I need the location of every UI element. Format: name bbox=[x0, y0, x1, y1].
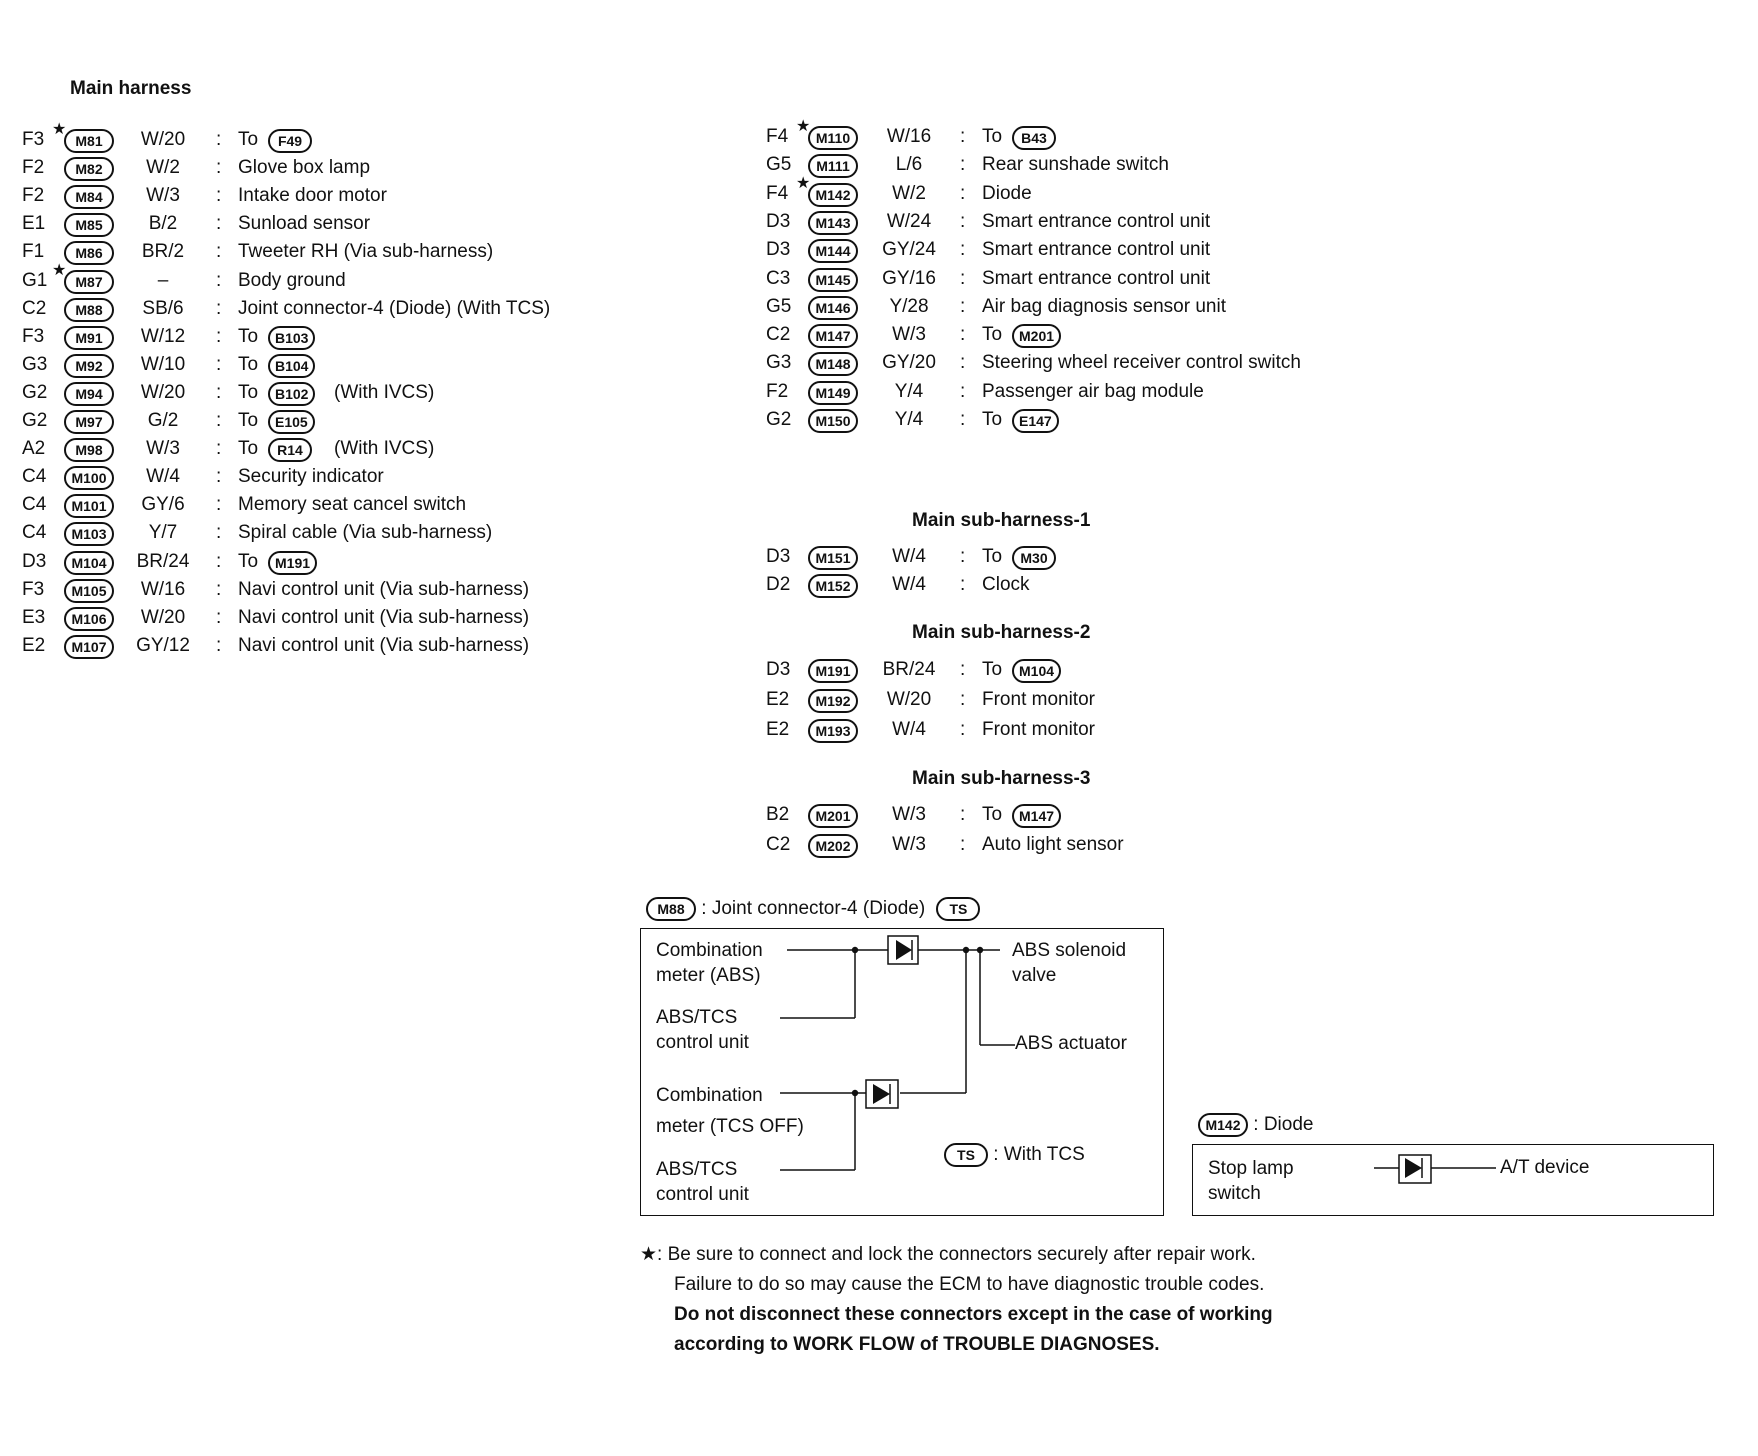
wire-spec: W/20 bbox=[886, 689, 932, 710]
separator: : bbox=[960, 239, 966, 261]
destination-connector-badge: M201 bbox=[1012, 324, 1061, 348]
separator: : bbox=[216, 466, 222, 488]
destination-connector-badge: M104 bbox=[1012, 659, 1061, 683]
grid-location: E2 bbox=[22, 634, 46, 656]
grid-location: F3 bbox=[22, 129, 45, 150]
destination: To bbox=[238, 381, 259, 403]
connector-badge: M192 bbox=[808, 689, 858, 713]
grid-location: C2 bbox=[22, 297, 47, 319]
destination-connector-badge: F49 bbox=[268, 129, 312, 153]
wire-spec: G/2 bbox=[147, 410, 179, 431]
destination: Smart entrance control unit bbox=[982, 267, 1211, 289]
wire-spec: GY/6 bbox=[141, 494, 185, 516]
destination: Joint connector-4 (Diode) (With TCS) bbox=[238, 297, 551, 319]
sub-harness-2-title: Main sub-harness-2 bbox=[912, 622, 1091, 643]
wire-spec: – bbox=[157, 269, 169, 291]
diagram2-caption-text: : Diode bbox=[1253, 1114, 1314, 1135]
diode-diagram-caption bbox=[1198, 1112, 1313, 1138]
destination: To bbox=[238, 129, 259, 150]
connector-badge: M85 bbox=[64, 213, 114, 237]
wire-spec: W/3 bbox=[892, 804, 926, 825]
grid-location: E1 bbox=[22, 213, 46, 235]
destination: To bbox=[982, 324, 1003, 346]
abs-tcs-control-unit-2-label: ABS/TCS control unit bbox=[656, 1159, 749, 1205]
connector-badge: M150 bbox=[808, 409, 858, 433]
destination: Body ground bbox=[238, 269, 346, 291]
grid-location: F2 bbox=[22, 185, 45, 207]
destination-note: (With IVCS) bbox=[334, 381, 435, 403]
destination-connector-badge: B43 bbox=[1012, 126, 1056, 150]
wire-spec: Y/7 bbox=[148, 522, 178, 544]
star-icon: ★ bbox=[796, 174, 811, 192]
star-icon: ★ bbox=[640, 1244, 658, 1265]
separator: : bbox=[216, 157, 222, 179]
destination: Air bag diagnosis sensor unit bbox=[982, 295, 1226, 317]
destination: Tweeter RH (Via sub-harness) bbox=[238, 241, 494, 263]
wire-spec: Y/28 bbox=[889, 295, 929, 317]
destination: Passenger air bag module bbox=[982, 380, 1204, 402]
destination: To bbox=[238, 410, 259, 431]
legend-ts-badge: TS bbox=[944, 1143, 988, 1167]
destination: Diode bbox=[982, 182, 1032, 204]
separator: : bbox=[960, 352, 966, 374]
grid-location: E2 bbox=[766, 719, 790, 740]
grid-location: C4 bbox=[22, 494, 47, 516]
grid-location: D3 bbox=[766, 210, 791, 232]
grid-location: E3 bbox=[22, 606, 46, 628]
separator: : bbox=[216, 606, 222, 628]
wire-spec: Y/4 bbox=[894, 380, 924, 402]
connector-badge: M149 bbox=[808, 381, 858, 405]
wire-spec: BR/24 bbox=[136, 550, 190, 572]
connector-badge: M193 bbox=[808, 719, 858, 743]
destination: To bbox=[982, 126, 1003, 147]
grid-location: G3 bbox=[766, 352, 792, 374]
wire-spec: W/3 bbox=[146, 185, 180, 207]
connector-badge: M148 bbox=[808, 352, 858, 376]
connector-badge: M101 bbox=[64, 494, 114, 518]
connector-badge: M82 bbox=[64, 157, 114, 181]
wire-spec: W/20 bbox=[140, 129, 186, 150]
destination: Memory seat cancel switch bbox=[238, 494, 467, 516]
separator: : bbox=[960, 804, 966, 825]
grid-location: C4 bbox=[22, 466, 47, 488]
destination: To bbox=[982, 659, 1003, 680]
connector-badge: M151 bbox=[808, 546, 858, 570]
wire-spec: SB/6 bbox=[142, 297, 184, 319]
connector-badge: M81 bbox=[64, 129, 114, 153]
grid-location: F3 bbox=[22, 578, 45, 600]
separator: : bbox=[960, 267, 966, 289]
separator: : bbox=[960, 719, 966, 740]
wire-spec: BR/2 bbox=[141, 241, 185, 263]
separator: : bbox=[216, 381, 222, 403]
grid-location: G2 bbox=[766, 409, 792, 430]
destination-connector-badge: B104 bbox=[268, 354, 315, 378]
separator: : bbox=[960, 659, 966, 680]
connector-badge: M110 bbox=[808, 126, 858, 150]
destination: Front monitor bbox=[982, 719, 1095, 740]
connector-badge: M97 bbox=[64, 410, 114, 434]
destination: Navi control unit (Via sub-harness) bbox=[238, 606, 530, 628]
connector-badge: M87 bbox=[64, 270, 114, 294]
wire-spec: W/16 bbox=[140, 578, 186, 600]
destination-note: (With IVCS) bbox=[334, 438, 435, 460]
grid-location: F4 bbox=[766, 182, 789, 204]
wire-spec: W/4 bbox=[892, 574, 926, 595]
wire-spec: Y/4 bbox=[894, 409, 924, 430]
grid-location: F1 bbox=[22, 241, 45, 263]
with-tcs-legend bbox=[944, 1142, 1085, 1168]
connector-badge: M103 bbox=[64, 522, 114, 546]
wire-spec: W/24 bbox=[886, 210, 932, 232]
destination: Security indicator bbox=[238, 466, 384, 488]
legend-text: : With TCS bbox=[993, 1144, 1085, 1165]
separator: : bbox=[960, 126, 966, 147]
connector-badge: M94 bbox=[64, 382, 114, 406]
destination: Spiral cable (Via sub-harness) bbox=[238, 522, 493, 544]
destination: Smart entrance control unit bbox=[982, 210, 1211, 232]
at-device-label: A/T device bbox=[1500, 1157, 1590, 1178]
wire-spec: W/10 bbox=[140, 353, 186, 375]
destination: To bbox=[238, 550, 259, 572]
destination: To bbox=[982, 804, 1003, 825]
destination: Steering wheel receiver control switch bbox=[982, 352, 1301, 374]
wire-spec: GY/24 bbox=[882, 239, 936, 261]
combination-meter-abs-label: Combination meter (ABS) bbox=[656, 940, 763, 986]
grid-location: G1 bbox=[22, 269, 48, 291]
connector-badge: M100 bbox=[64, 466, 114, 490]
destination-connector-badge: E147 bbox=[1012, 409, 1059, 433]
connector-badge: M146 bbox=[808, 296, 858, 320]
grid-location: D3 bbox=[766, 546, 791, 567]
destination: Front monitor bbox=[982, 689, 1095, 710]
diagram1-ts-badge: TS bbox=[936, 897, 980, 921]
connector-badge: M191 bbox=[808, 659, 858, 683]
wire-spec: W/4 bbox=[146, 466, 180, 488]
grid-location: C2 bbox=[766, 324, 791, 346]
separator: : bbox=[216, 578, 222, 600]
grid-location: B2 bbox=[766, 804, 790, 825]
grid-location: F4 bbox=[766, 126, 789, 147]
separator: : bbox=[960, 546, 966, 567]
grid-location: F2 bbox=[22, 157, 45, 179]
connector-badge: M106 bbox=[64, 607, 114, 631]
destination: Glove box lamp bbox=[238, 157, 371, 179]
connector-badge: M144 bbox=[808, 239, 858, 263]
destination-connector-badge: R14 bbox=[268, 438, 312, 462]
star-icon: ★ bbox=[52, 261, 67, 279]
destination: Clock bbox=[982, 574, 1030, 595]
separator: : bbox=[960, 154, 966, 176]
separator: : bbox=[216, 634, 222, 656]
sub-harness-1-title: Main sub-harness-1 bbox=[912, 510, 1091, 531]
separator: : bbox=[216, 550, 222, 572]
connector-badge: M143 bbox=[808, 211, 858, 235]
caution-note: ★: Be sure to connect and lock the connectors securely after repair work. Failure to do so may cause the ECM to have diagnostic trouble codes. Do not disconnect these connectors except in the case of working according to WORK FLOW of TROUBLE DIAGNOSES. bbox=[640, 1244, 1273, 1355]
destination: To bbox=[982, 546, 1003, 567]
destination: To bbox=[982, 409, 1003, 430]
stop-lamp-switch-label: Stop lamp switch bbox=[1208, 1158, 1294, 1204]
connector-badge: M92 bbox=[64, 354, 114, 378]
destination-connector-badge: M147 bbox=[1012, 804, 1061, 828]
destination: Rear sunshade switch bbox=[982, 154, 1169, 176]
connector-badge: M104 bbox=[64, 551, 114, 575]
wire-spec: W/2 bbox=[892, 182, 926, 204]
destination: Navi control unit (Via sub-harness) bbox=[238, 634, 530, 656]
grid-location: A2 bbox=[22, 438, 46, 460]
destination-connector-badge: B102 bbox=[268, 382, 315, 406]
diagram1-connector-badge: M88 bbox=[646, 897, 696, 921]
separator: : bbox=[960, 324, 966, 346]
wire-spec: W/4 bbox=[892, 719, 926, 740]
abs-tcs-control-unit-label: ABS/TCS control unit bbox=[656, 1007, 749, 1053]
grid-location: G5 bbox=[766, 154, 792, 176]
grid-location: D3 bbox=[766, 239, 791, 261]
wire-spec: L/6 bbox=[895, 154, 923, 176]
wire-spec: GY/16 bbox=[882, 267, 936, 289]
destination: To bbox=[238, 325, 259, 347]
wire-spec: GY/12 bbox=[136, 634, 190, 656]
connector-badge: M201 bbox=[808, 804, 858, 828]
separator: : bbox=[960, 182, 966, 204]
connector-badge: M88 bbox=[64, 298, 114, 322]
separator: : bbox=[216, 522, 222, 544]
grid-location: F3 bbox=[22, 325, 45, 347]
combination-meter-tcs-off-label: Combination meter (TCS OFF) bbox=[656, 1085, 804, 1137]
destination-connector-badge: M30 bbox=[1012, 546, 1056, 570]
wire-spec: W/12 bbox=[140, 325, 186, 347]
separator: : bbox=[960, 380, 966, 402]
connector-badge: M202 bbox=[808, 834, 858, 858]
separator: : bbox=[960, 409, 966, 430]
grid-location: D2 bbox=[766, 574, 791, 595]
grid-location: E2 bbox=[766, 689, 790, 710]
separator: : bbox=[216, 494, 222, 516]
grid-location: F2 bbox=[766, 380, 789, 402]
sub-harness-3-title: Main sub-harness-3 bbox=[912, 768, 1091, 789]
star-icon: ★ bbox=[52, 121, 67, 138]
connector-badge: M107 bbox=[64, 635, 114, 659]
separator: : bbox=[960, 295, 966, 317]
wire-spec: W/4 bbox=[892, 546, 926, 567]
wire-spec: W/20 bbox=[140, 606, 186, 628]
destination: Auto light sensor bbox=[982, 834, 1124, 855]
grid-location: G3 bbox=[22, 353, 48, 375]
connector-badge: M105 bbox=[64, 579, 114, 603]
grid-location: C3 bbox=[766, 267, 791, 289]
connector-badge: M111 bbox=[808, 154, 858, 178]
separator: : bbox=[960, 689, 966, 710]
grid-location: G5 bbox=[766, 295, 792, 317]
grid-location: G2 bbox=[22, 410, 48, 431]
destination: To bbox=[238, 353, 259, 375]
connector-badge: M142 bbox=[808, 183, 858, 207]
destination: Navi control unit (Via sub-harness) bbox=[238, 578, 530, 600]
destination: Intake door motor bbox=[238, 185, 387, 207]
wire-spec: W/3 bbox=[892, 324, 926, 346]
wire-spec: W/2 bbox=[146, 157, 180, 179]
wire-spec: B/2 bbox=[148, 213, 178, 235]
separator: : bbox=[960, 574, 966, 595]
destination: Smart entrance control unit bbox=[982, 239, 1211, 261]
destination: Sunload sensor bbox=[238, 213, 371, 235]
wire-spec: BR/24 bbox=[882, 659, 936, 680]
destination-connector-badge: M191 bbox=[268, 551, 317, 575]
destination-connector-badge: E105 bbox=[268, 410, 315, 434]
wire-spec: W/20 bbox=[140, 381, 186, 403]
grid-location: G2 bbox=[22, 381, 48, 403]
separator: : bbox=[216, 213, 222, 235]
destination: To bbox=[238, 438, 259, 460]
grid-location: D3 bbox=[766, 659, 791, 680]
wire-spec: W/16 bbox=[886, 126, 932, 147]
separator: : bbox=[216, 297, 222, 319]
connector-badge: M145 bbox=[808, 268, 858, 292]
separator: : bbox=[216, 185, 222, 207]
separator: : bbox=[960, 210, 966, 232]
diagram2-connector-badge: M142 bbox=[1198, 1113, 1248, 1137]
grid-location: C2 bbox=[766, 834, 791, 855]
separator: : bbox=[960, 834, 966, 855]
abs-solenoid-valve-label: ABS solenoid valve bbox=[1012, 940, 1127, 986]
main-harness-title: Main harness bbox=[70, 78, 192, 99]
separator: : bbox=[216, 410, 222, 431]
separator: : bbox=[216, 325, 222, 347]
destination-connector-badge: B103 bbox=[268, 326, 315, 350]
separator: : bbox=[216, 438, 222, 460]
separator: : bbox=[216, 269, 222, 291]
connector-badge: M98 bbox=[64, 438, 114, 462]
separator: : bbox=[216, 129, 222, 150]
connector-badge: M91 bbox=[64, 326, 114, 350]
grid-location: D3 bbox=[22, 550, 47, 572]
wire-spec: GY/20 bbox=[882, 352, 936, 374]
diagram1-caption-text: : Joint connector-4 (Diode) bbox=[701, 898, 926, 919]
connector-badge: M147 bbox=[808, 324, 858, 348]
grid-location: C4 bbox=[22, 522, 47, 544]
connector-badge: M84 bbox=[64, 185, 114, 209]
connector-badge: M86 bbox=[64, 241, 114, 265]
wire-spec: W/3 bbox=[892, 834, 926, 855]
abs-actuator-label: ABS actuator bbox=[1015, 1033, 1127, 1054]
wire-spec: W/3 bbox=[146, 438, 180, 460]
separator: : bbox=[216, 241, 222, 263]
star-icon: ★ bbox=[796, 118, 811, 135]
connector-badge: M152 bbox=[808, 574, 858, 598]
separator: : bbox=[216, 353, 222, 375]
